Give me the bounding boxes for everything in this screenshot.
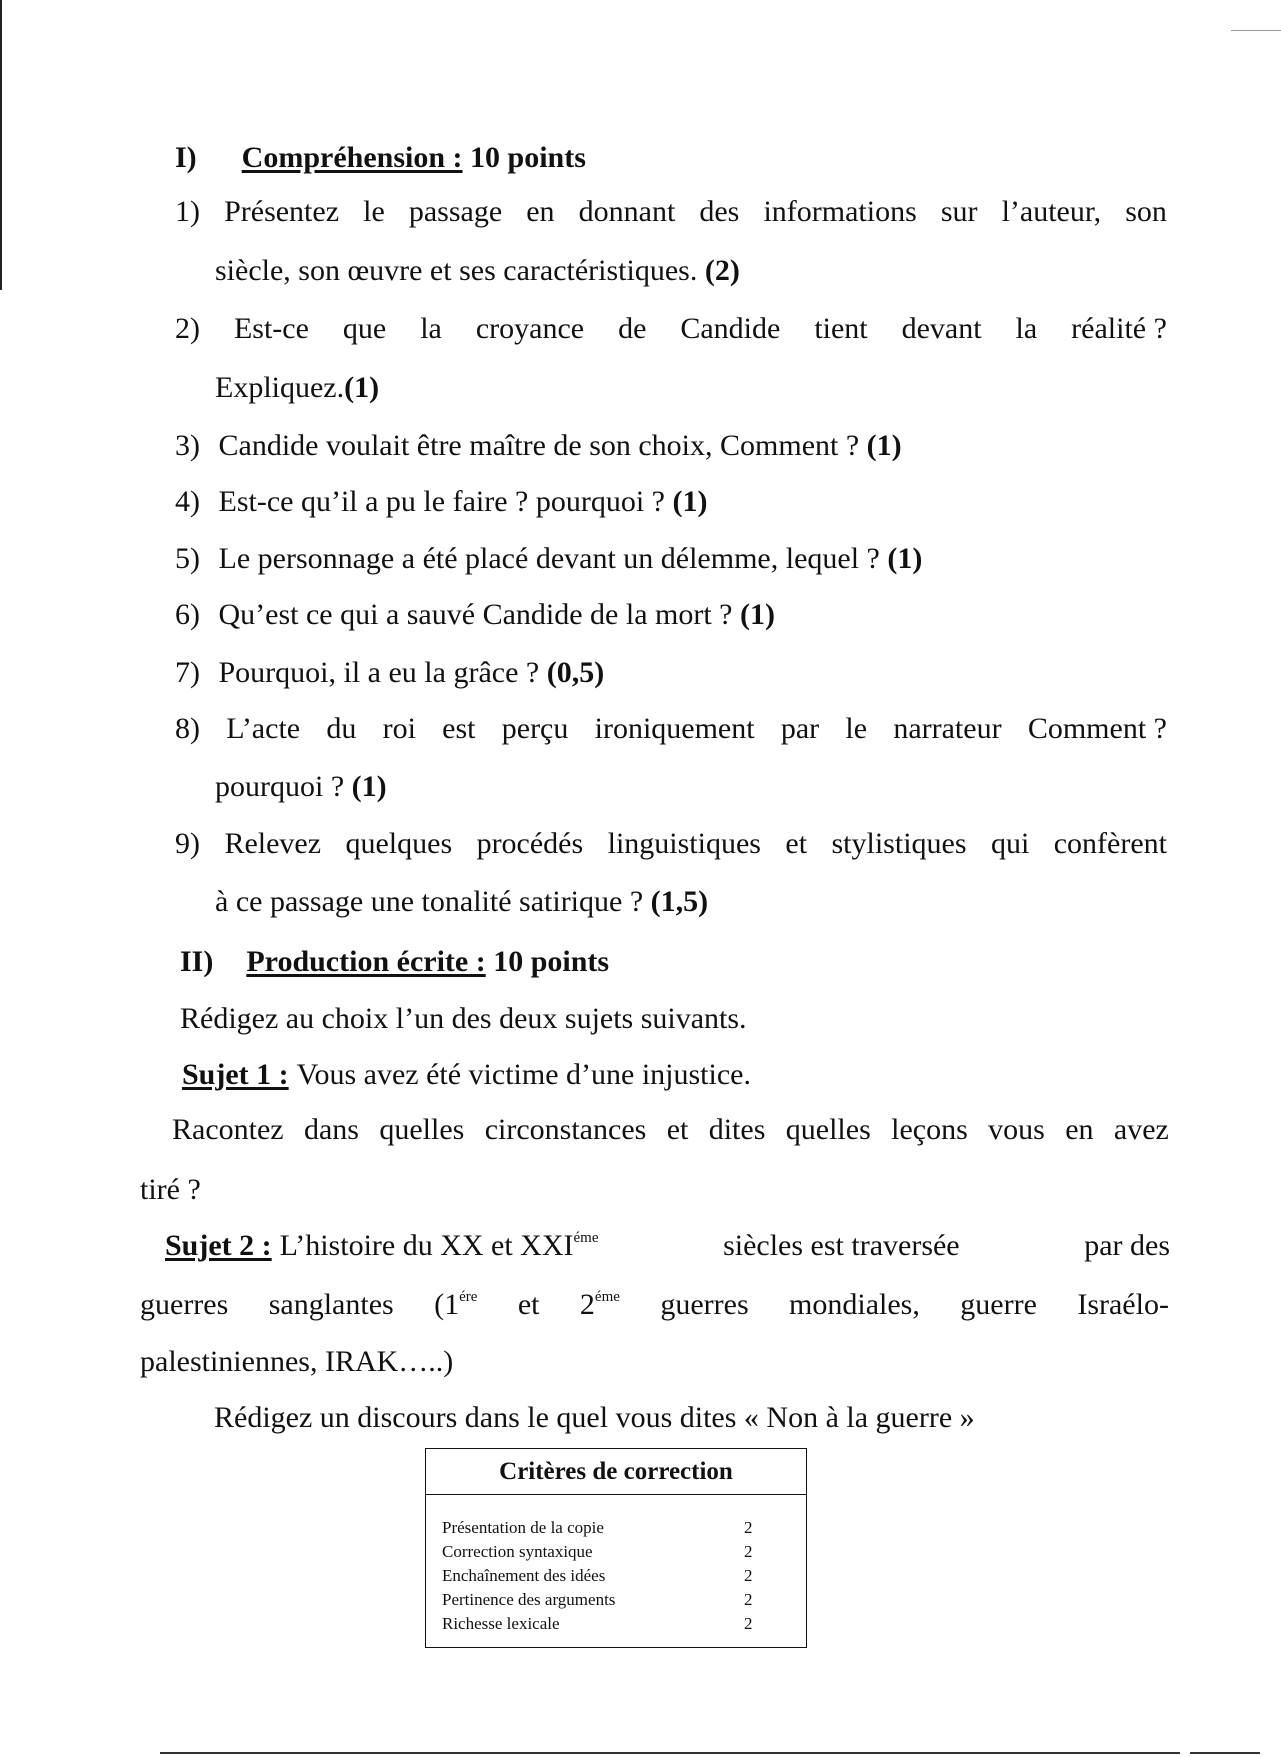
- question-5-number: 5): [175, 542, 200, 575]
- criteria-row: [426, 1516, 806, 1540]
- question-7-number: 7): [175, 656, 200, 689]
- word: des: [699, 195, 740, 228]
- word: par: [780, 712, 820, 745]
- word: Israélo-: [1077, 1288, 1169, 1321]
- word: la: [1015, 312, 1038, 345]
- section2-title: Production écrite :: [246, 945, 486, 978]
- instruction-text: Rédigez au choix l’un des deux sujets suivants.: [180, 1002, 747, 1035]
- criteria-row: [426, 1540, 806, 1564]
- question-6-number: 6): [175, 598, 200, 631]
- question-1-number: 1): [175, 195, 200, 228]
- word: guerres: [140, 1288, 229, 1321]
- criteria-row: [426, 1612, 806, 1636]
- question-2-number: 2): [175, 312, 200, 345]
- word: son: [1125, 195, 1167, 228]
- section1-heading: [175, 140, 586, 176]
- word: de: [618, 312, 647, 345]
- criteria-score: 2: [744, 1542, 753, 1561]
- word: la: [420, 312, 442, 345]
- word: quelles: [379, 1113, 465, 1146]
- word: Racontez: [172, 1113, 284, 1146]
- question-2-line2: [215, 370, 379, 406]
- word: dites: [708, 1113, 766, 1146]
- section2-points: 10 points: [493, 945, 610, 978]
- question-3-number: 3): [175, 429, 200, 462]
- superscript: éme: [594, 1289, 620, 1305]
- question-1-line1: [175, 194, 1167, 230]
- question-3-score: (1): [866, 429, 902, 462]
- criteria-score: 2: [744, 1518, 753, 1537]
- sujet2-text-a: L’histoire du XX et XXI: [279, 1229, 574, 1262]
- criteria-label: Correction syntaxique: [442, 1542, 593, 1561]
- word: que: [342, 312, 387, 345]
- question-4-number: 4): [175, 485, 200, 518]
- question-2-line1: [175, 311, 1167, 347]
- word: L’acte: [226, 712, 301, 745]
- word: quelques: [345, 827, 453, 860]
- word: procédés: [476, 827, 584, 860]
- question-1-score: (2): [704, 254, 740, 287]
- word: Présentez: [224, 195, 340, 228]
- word: le: [363, 195, 385, 228]
- section2-heading: [180, 944, 609, 980]
- sujet1-line3-text: tiré ?: [140, 1173, 201, 1206]
- question-5-score: (1): [887, 542, 923, 575]
- superscript: éme: [573, 1230, 599, 1246]
- criteria-table: [425, 1448, 807, 1648]
- word: Comment ?: [1027, 712, 1167, 745]
- word: 2: [579, 1288, 595, 1321]
- question-4-score: (1): [672, 485, 708, 518]
- word: est: [442, 712, 476, 745]
- question-8-number: 8): [175, 712, 200, 745]
- section2-number: II): [180, 945, 214, 978]
- question-9-text: à ce passage une tonalité satirique ?: [215, 885, 644, 918]
- sujet1-line3: [140, 1172, 201, 1208]
- criteria-list: [426, 1495, 806, 1636]
- criteria-label: Pertinence des arguments: [442, 1590, 616, 1609]
- criteria-title: Critères de correction: [426, 1449, 806, 1495]
- word: confèrent: [1053, 827, 1167, 860]
- sujet2-text-b: siècles est traversée: [723, 1229, 960, 1262]
- word: réalité ?: [1071, 312, 1167, 345]
- section1-points: 10 points: [470, 141, 586, 174]
- question-2-text: Expliquez.: [215, 371, 345, 404]
- question-7: [175, 655, 604, 691]
- question-7-text: Pourquoi, il a eu la grâce ?: [218, 656, 540, 689]
- criteria-label: Présentation de la copie: [442, 1518, 604, 1537]
- word: vous: [988, 1113, 1045, 1146]
- word: (1: [434, 1288, 460, 1321]
- instruction: [180, 1001, 747, 1037]
- question-5-text: Le personnage a été placé devant un délemme, lequel ?: [218, 542, 880, 575]
- criteria-score: 2: [744, 1566, 753, 1585]
- word: qui: [990, 827, 1030, 860]
- question-6-score: (1): [739, 598, 775, 631]
- question-4: [175, 484, 707, 520]
- criteria-row: [426, 1588, 806, 1612]
- word: ironiquement: [594, 712, 755, 745]
- word: Candide: [680, 312, 781, 345]
- word: circonstances: [484, 1113, 647, 1146]
- word: et: [517, 1288, 540, 1321]
- scan-edge: [0, 0, 2, 290]
- word: narrateur: [893, 712, 1002, 745]
- sujet2-line4-text: Rédigez un discours dans le quel vous dites « Non à la guerre »: [214, 1401, 975, 1434]
- question-3: [175, 428, 902, 464]
- sujet1-text: Vous avez été victime d’une injustice.: [296, 1058, 751, 1091]
- criteria-row: [426, 1564, 806, 1588]
- word: mondiales,: [789, 1288, 920, 1321]
- question-4-text: Est-ce qu’il a pu le faire ? pourquoi ?: [218, 485, 665, 518]
- word: roi: [382, 712, 416, 745]
- sujet1-label: Sujet 1 :: [182, 1058, 289, 1091]
- word: linguistiques: [607, 827, 761, 860]
- footer-rule: [1190, 1752, 1260, 1754]
- section1-title: Compréhension :: [241, 141, 463, 174]
- question-8-line2: [215, 769, 387, 805]
- word: leçons: [891, 1113, 968, 1146]
- question-8-score: (1): [351, 770, 387, 803]
- word: Relevez: [224, 827, 322, 860]
- word: perçu: [501, 712, 569, 745]
- word: et: [785, 827, 808, 860]
- section1-number: I): [175, 141, 197, 174]
- word: quelles: [785, 1113, 871, 1146]
- word: croyance: [475, 312, 585, 345]
- question-1-line2: [215, 253, 740, 289]
- word: sanglantes: [268, 1288, 394, 1321]
- criteria-label: Richesse lexicale: [442, 1614, 560, 1633]
- sujet1-line1: [182, 1057, 751, 1093]
- question-8-text: pourquoi ?: [215, 770, 345, 803]
- sujet2-label: Sujet 2 :: [165, 1229, 272, 1262]
- word: passage: [408, 195, 503, 228]
- scan-mark: [1231, 30, 1281, 31]
- word: et: [666, 1113, 689, 1146]
- sujet2-line1: [165, 1228, 1170, 1264]
- sujet2-line3: [140, 1344, 453, 1380]
- word: devant: [901, 312, 982, 345]
- question-9-score: (1,5): [650, 885, 709, 918]
- footer-rule: [160, 1752, 1180, 1754]
- sujet2-line2: [140, 1287, 1169, 1323]
- word: stylistiques: [831, 827, 967, 860]
- question-6-text: Qu’est ce qui a sauvé Candide de la mort ?: [218, 598, 733, 631]
- sujet1-line2: [172, 1112, 1169, 1148]
- question-1-text: siècle, son œuvre et ses caractéristiques.: [215, 254, 698, 287]
- question-2-score: (1): [344, 371, 380, 404]
- question-6: [175, 597, 775, 633]
- word: donnant: [578, 195, 676, 228]
- sujet2-line4: [214, 1400, 975, 1436]
- superscript: ére: [459, 1289, 478, 1305]
- criteria-label: Enchaînement des idées: [442, 1566, 606, 1585]
- word: en: [526, 195, 555, 228]
- question-9-line1: [175, 826, 1167, 862]
- question-3-text: Candide voulait être maître de son choix, Comment ?: [218, 429, 860, 462]
- question-7-score: (0,5): [546, 656, 605, 689]
- word: le: [845, 712, 868, 745]
- question-5: [175, 541, 922, 577]
- word: en: [1065, 1113, 1094, 1146]
- criteria-score: 2: [744, 1614, 753, 1633]
- word: avez: [1113, 1113, 1169, 1146]
- question-9-number: 9): [175, 827, 200, 860]
- word: dans: [303, 1113, 359, 1146]
- word: sur: [940, 195, 978, 228]
- word: tient: [814, 312, 868, 345]
- word: guerre: [960, 1288, 1037, 1321]
- word: informations: [763, 195, 917, 228]
- word: guerres: [660, 1288, 749, 1321]
- criteria-score: 2: [744, 1590, 753, 1609]
- word: du: [326, 712, 357, 745]
- word: Est-ce: [233, 312, 309, 345]
- word: l’auteur,: [1001, 195, 1102, 228]
- question-8-line1: [175, 711, 1167, 747]
- question-9-line2: [215, 884, 708, 920]
- sujet2-line3-text: palestiniennes, IRAK…..): [140, 1345, 454, 1378]
- sujet2-text-c: par des: [1084, 1229, 1170, 1262]
